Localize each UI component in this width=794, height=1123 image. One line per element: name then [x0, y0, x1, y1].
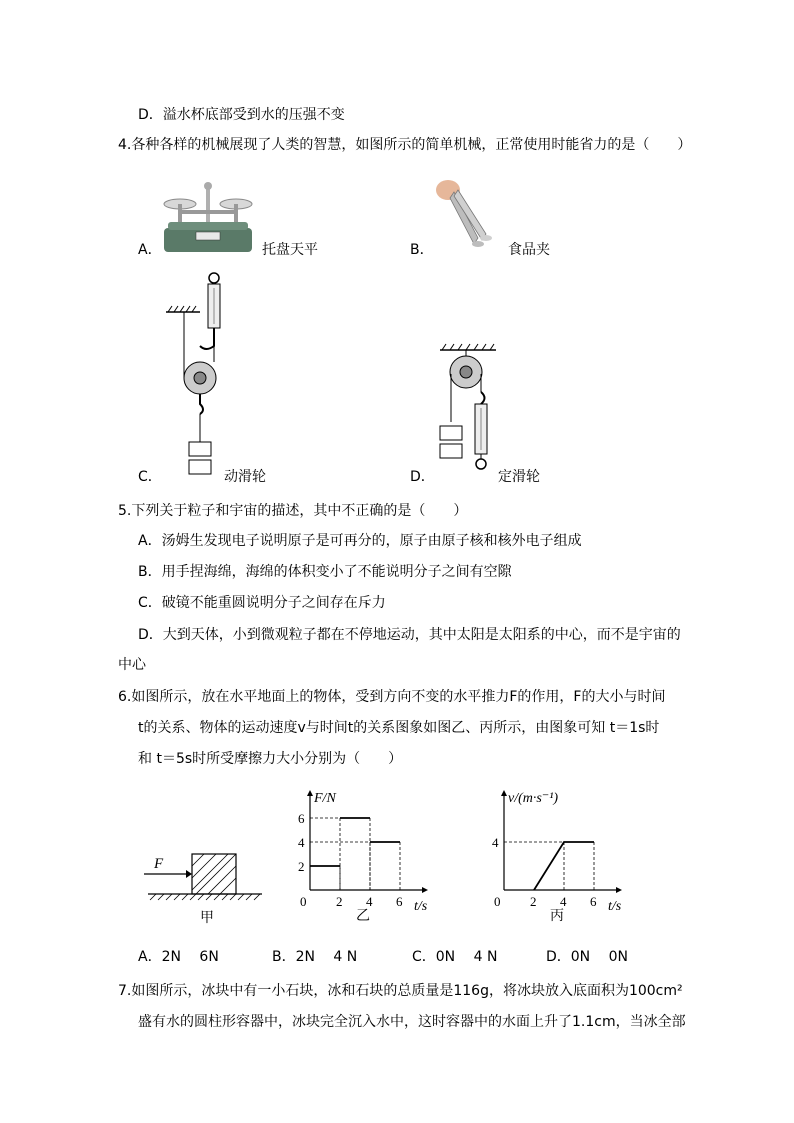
- chart-yi-x-tick-2: 2: [336, 894, 343, 909]
- chart-yi-x-tick-6: 6: [396, 894, 403, 909]
- q4-option-b-letter: B．: [410, 242, 434, 258]
- chart-bing-ylabel: v/(m·s⁻¹): [508, 791, 559, 806]
- food-tongs-image: [434, 178, 494, 252]
- chart-yi-origin-label: 0: [300, 894, 307, 909]
- q4-option-b-caption: 食品夹: [508, 242, 550, 258]
- q3-option-d: D．溢水杯底部受到水的压强不变: [138, 107, 345, 123]
- chart-yi-y-tick-4: 4: [298, 835, 305, 850]
- chart-bing-xlabel: t/s: [608, 899, 622, 914]
- q6-option-c: C．0N 4 N: [412, 949, 498, 965]
- chart-yi-x-arrow: [422, 887, 428, 893]
- q4-option-c-caption: 动滑轮: [224, 469, 266, 485]
- q4-option-d-caption: 定滑轮: [498, 469, 540, 485]
- q6-option-b: B．2N 4 N: [272, 949, 358, 965]
- q5-option-d-continued: 中心: [118, 657, 146, 673]
- figure-jia-caption: 甲: [200, 910, 214, 926]
- chart-yi-ylabel: F/N: [314, 791, 336, 806]
- chart-bing-x-tick-6: 6: [590, 894, 597, 909]
- q4-stem: 4.各种各样的机械展现了人类的智慧，如图所示的简单机械，正常使用时能省力的是（ ）: [118, 137, 692, 153]
- chart-yi-x-tick-4: 4: [366, 894, 373, 909]
- balance-image: [160, 180, 256, 256]
- chart-bing-x-tick-2: 2: [530, 894, 537, 909]
- chart-yi-y-arrow: [307, 790, 313, 796]
- q5-stem: 5.下列关于粒子和宇宙的描述，其中不正确的是（ ）: [118, 503, 468, 519]
- chart-yi-caption: 乙: [356, 908, 370, 922]
- fixed-pulley-image: [436, 340, 502, 480]
- chart-bing-x-tick-4: 4: [560, 894, 567, 909]
- movable-pulley-image: [160, 270, 232, 480]
- chart-yi-force-time: [290, 782, 460, 922]
- chart-bing-x-arrow: [616, 887, 622, 893]
- q7-line2: 盛有水的圆柱形容器中，冰块完全沉入水中，这时容器中的水面上升了1.1cm，当冰全部: [138, 1014, 686, 1030]
- chart-bing-caption: 丙: [550, 908, 564, 922]
- q4-option-d-letter: D．: [410, 469, 435, 485]
- chart-bing-y-arrow: [501, 790, 507, 796]
- q6-stem-line3: 和 t＝5s时所受摩擦力大小分别为（ ）: [138, 751, 403, 767]
- q6-option-a: A．2N 6N: [138, 949, 219, 965]
- chart-bing-origin-label: 0: [494, 894, 501, 909]
- q6-stem-line2: t的关系、物体的运动速度v与时间t的关系图象如图乙、丙所示，由图象可知 t＝1s时: [138, 720, 660, 736]
- chart-yi-y-tick-6: 6: [298, 811, 305, 826]
- chart-bing-y-tick-4: 4: [492, 835, 499, 850]
- q7-line1: 7.如图所示，冰块中有一小石块，冰和石块的总质量是116g，将冰块放入底面积为100cm²: [118, 983, 683, 999]
- q4-option-a-caption: 托盘天平: [262, 242, 318, 258]
- q5-option-c: C．破镜不能重圆说明分子之间存在斥力: [138, 595, 386, 611]
- q6-option-d: D．0N 0N: [546, 949, 628, 965]
- chart-bing-velocity-time: [484, 782, 634, 922]
- force-label: F: [154, 856, 164, 872]
- q4-option-c-letter: C．: [138, 469, 162, 485]
- q5-option-a: A．汤姆生发现电子说明原子是可再分的，原子由原子核和核外电子组成: [138, 533, 582, 549]
- q5-option-b: B．用手捏海绵，海绵的体积变小了不能说明分子之间有空隙: [138, 564, 512, 580]
- chart-yi-xlabel: t/s: [414, 899, 428, 914]
- chart-yi-y-tick-2: 2: [298, 859, 305, 874]
- q4-option-a-letter: A．: [138, 242, 162, 258]
- q6-stem-line1: 6.如图所示，放在水平地面上的物体，受到方向不变的水平推力F的作用，F的大小与时间: [118, 689, 666, 705]
- figure-jia: [140, 840, 270, 930]
- q5-option-d: D．大到天体，小到微观粒子都在不停地运动，其中太阳是太阳系的中心，而不是宇宙的: [138, 627, 681, 643]
